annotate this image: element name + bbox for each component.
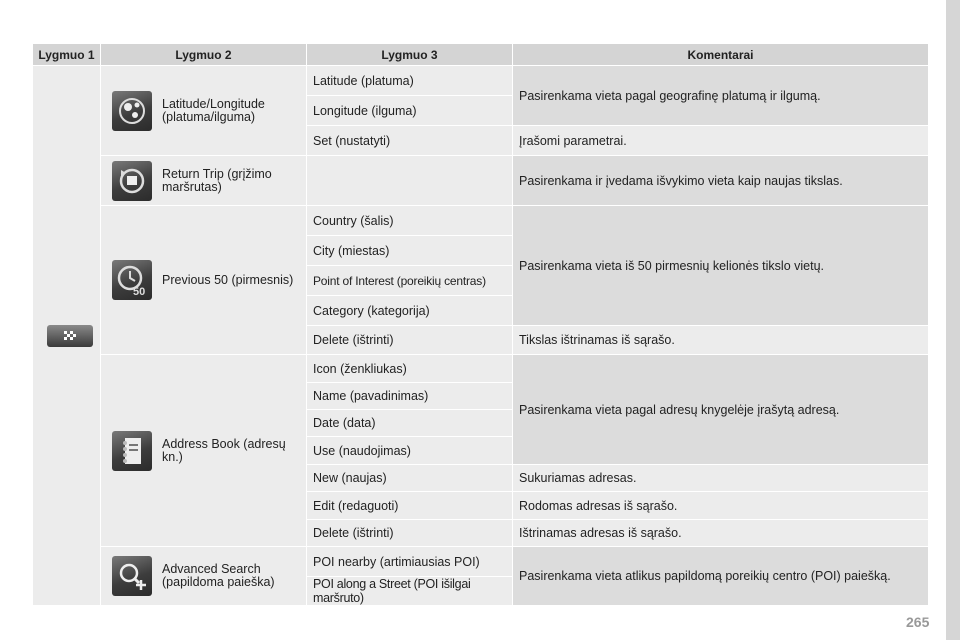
level3-item: POI along a Street (POI išilgai maršruto) xyxy=(307,577,513,606)
level3-item: Icon (ženkliukas) xyxy=(307,355,513,383)
comment-cell: Pasirenkama ir įvedama išvykimo vieta kaip naujas tikslas. xyxy=(513,156,929,206)
level3-item: City (miestas) xyxy=(307,236,513,266)
level2-return-trip xyxy=(101,156,307,206)
page-number: 265 xyxy=(906,614,930,630)
table-row xyxy=(33,66,929,96)
comment-cell: Pasirenkama vieta atlikus papildomą poreikių centro (POI) paiešką. xyxy=(513,547,929,606)
navigation-menu-table xyxy=(32,43,929,606)
globe-icon xyxy=(112,91,152,131)
return-trip-icon xyxy=(112,161,152,201)
level3-item: Date (data) xyxy=(307,410,513,437)
level3-item: Delete (ištrinti) xyxy=(307,326,513,355)
level3-item: Set (nustatyti) xyxy=(307,126,513,156)
level3-item: Delete (ištrinti) xyxy=(307,520,513,547)
comment-cell: Pasirenkama vieta iš 50 pirmesnių kelionės tikslo vietų. xyxy=(513,206,929,326)
level2-label: Advanced Search (papildoma paieška) xyxy=(162,562,275,589)
header-level-3: Lygmuo 3 xyxy=(307,44,513,66)
table-row xyxy=(33,206,929,236)
level3-item: Category (kategorija) xyxy=(307,296,513,326)
level3-item: New (naujas) xyxy=(307,465,513,492)
level3-item: Name (pavadinimas) xyxy=(307,383,513,410)
comment-cell: Pasirenkama vieta pagal geografinę platumą ir ilgumą. xyxy=(513,66,929,126)
table-row xyxy=(33,547,929,577)
level3-item: Longitude (ilguma) xyxy=(307,96,513,126)
level3-item: POI nearby (artimiausias POI) xyxy=(307,547,513,577)
search-plus-icon xyxy=(112,556,152,596)
clock-history-icon xyxy=(112,260,152,300)
comment-cell: Įrašomi parametrai. xyxy=(513,126,929,156)
table-header-row xyxy=(33,44,929,66)
comment-cell: Tikslas ištrinamas iš sąrašo. xyxy=(513,326,929,355)
level3-item: Point of Interest (poreikių centras) xyxy=(307,266,513,296)
comment-cell: Rodomas adresas iš sąrašo. xyxy=(513,492,929,520)
level2-label: Latitude/Longitude (platuma/ilguma) xyxy=(162,96,265,124)
level1-cell xyxy=(33,66,101,606)
comment-cell: Sukuriamas adresas. xyxy=(513,465,929,492)
level3-item: Use (naudojimas) xyxy=(307,437,513,465)
navigation-menu-icon xyxy=(47,325,93,347)
level2-label: Address Book (adresų kn.) xyxy=(162,436,286,464)
table-row xyxy=(33,355,929,383)
level3-item: Country (šalis) xyxy=(307,206,513,236)
page-side-strip xyxy=(946,0,960,640)
level2-previous xyxy=(101,206,307,355)
header-level-2: Lygmuo 2 xyxy=(101,44,307,66)
level2-latlon xyxy=(101,66,307,156)
level3-item: Edit (redaguoti) xyxy=(307,492,513,520)
svg-text:50: 50 xyxy=(133,286,146,296)
comment-cell: Pasirenkama vieta pagal adresų knygelėje įrašytą adresą. xyxy=(513,355,929,465)
comment-cell: Ištrinamas adresas iš sąrašo. xyxy=(513,520,929,547)
level3-empty xyxy=(307,156,513,206)
level2-address-book xyxy=(101,355,307,547)
level2-label: Previous 50 (pirmesnis) xyxy=(162,272,294,287)
level2-advanced-search xyxy=(101,547,307,606)
address-book-icon xyxy=(112,431,152,471)
level3-item: Latitude (platuma) xyxy=(307,66,513,96)
header-level-1: Lygmuo 1 xyxy=(33,44,101,66)
level2-label: Return Trip (grįžimo maršrutas) xyxy=(162,166,272,194)
table-row xyxy=(33,156,929,206)
header-comments: Komentarai xyxy=(513,44,929,66)
